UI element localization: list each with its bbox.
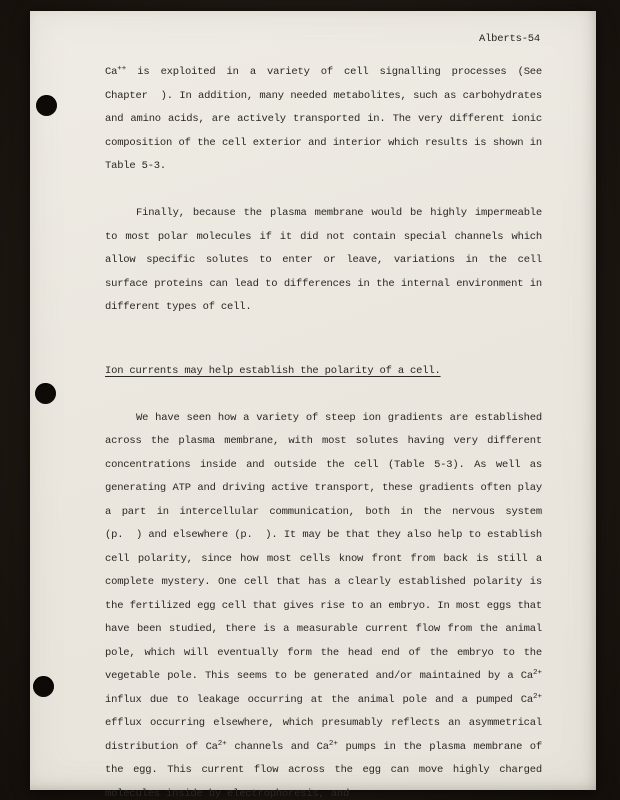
paragraph [105, 61, 542, 179]
text-segment: pumps in the plasma membrane of the egg. This current flow across the egg can move highly charged molecules inside by electrophoresis, and [105, 740, 542, 800]
page-header-label: Alberts-54 [478, 33, 540, 45]
document-body [105, 61, 542, 800]
superscript: ++ [117, 65, 127, 73]
text-segment: influx due to leakage occurring at the animal pole and a pumped Ca [105, 693, 533, 706]
paragraph [105, 407, 542, 800]
section-heading [105, 360, 542, 384]
punch-hole-top [36, 95, 57, 116]
superscript: 2+ [328, 739, 338, 748]
text-segment: Ca [105, 66, 118, 78]
punch-hole-bottom [33, 676, 54, 697]
punch-hole-middle [35, 383, 56, 404]
text-segment: is exploited in a variety of cell signalling processes (See Chapter ). In addition, many needed metabolites, such as carbohydrates and amino acids, are actively transported in. The very different ionic composition of the cell exterior and interior which results is shown in Table 5-3. [105, 66, 542, 172]
paragraph [105, 202, 542, 320]
document-page [30, 11, 596, 800]
text-segment: channels and Ca [226, 740, 329, 753]
text-segment: Ion currents may help establish the polarity of a cell. [105, 364, 441, 377]
superscript: 2+ [532, 692, 542, 701]
text-segment: Finally, because the plasma membrane would be highly impermeable to most polar molecules if it did not contain special channels which allow specific solutes to enter or leave, variations in the cell surface proteins can lead to differences in the internal environment in different types of cell. [105, 207, 542, 313]
superscript: 2+ [217, 739, 227, 748]
text-segment: efflux occurring elsewhere, which presumably reflects an asymmetrical distribution of Ca [105, 717, 542, 753]
text-segment: We have seen how a variety of steep ion gradients are established across the plasma membrane, with most solutes having very different concentrations inside and outside the cell (Table 5-3). As well as generating ATP and driving active transport, these gradients often play a part in intercellular communication, both in the nervous system (p. ) and elsewhere (p. ). It may be that they also help to establish cell polarity, since how most cells know front from back is still a complete mystery. One cell that has a clearly established polarity is the fertilized egg cell that gives rise to an embryo. In most eggs that have been studied, there is a measurable current flow from the animal pole, which will eventually form the head end of the embryo to the vegetable pole. This seems to be generated and/or maintained by a Ca [105, 411, 542, 682]
superscript: 2+ [532, 669, 542, 677]
